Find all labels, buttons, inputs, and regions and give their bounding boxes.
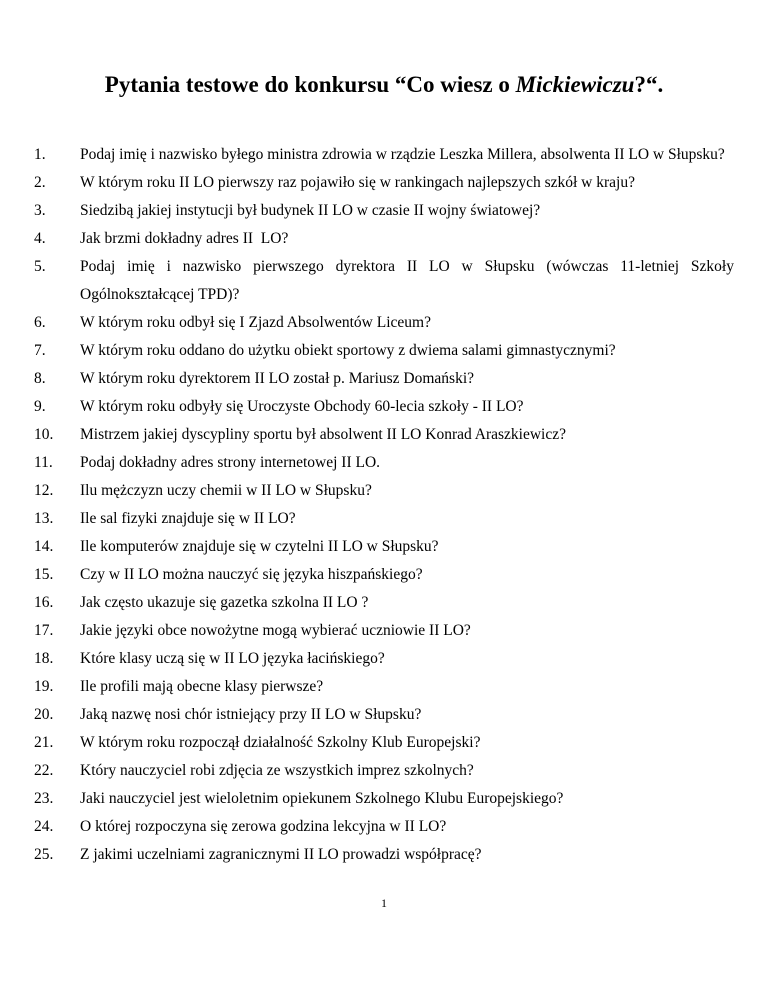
question-text: Które klasy uczą się w II LO języka łacińskiego? [80, 650, 385, 667]
question-number: 25. [34, 846, 54, 863]
question-item [34, 561, 734, 589]
question-item [34, 757, 734, 785]
title-prefix: Pytania testowe do konkursu “Co wiesz o [104, 72, 516, 97]
question-text: Który nauczyciel robi zdjęcia ze wszystkich imprez szkolnych? [80, 762, 474, 779]
question-number: 17. [34, 622, 54, 639]
question-text: Jak często ukazuje się gazetka szkolna II LO ? [80, 594, 369, 611]
question-number: 5. [34, 258, 46, 275]
question-item [34, 365, 734, 393]
question-text: W którym roku odbył się I Zjazd Absolwentów Liceum? [80, 314, 431, 331]
question-text: W którym roku rozpoczął działalność Szkolny Klub Europejski? [80, 734, 481, 751]
question-number: 8. [34, 370, 46, 387]
question-number: 12. [34, 482, 54, 499]
question-text: Podaj imię i nazwisko pierwszego dyrektora II LO w Słupsku (wówczas 11-letniej Szkoły Ogólnokształcącej TPD)? [80, 258, 734, 303]
question-number: 9. [34, 398, 46, 415]
question-number: 4. [34, 230, 46, 247]
question-text: W którym roku dyrektorem II LO został p. Mariusz Domański? [80, 370, 475, 387]
question-item [34, 645, 734, 673]
question-item [34, 477, 734, 505]
question-text: Podaj imię i nazwisko byłego ministra zdrowia w rządzie Leszka Millera, absolwenta II LO w Słupsku? [80, 146, 725, 163]
page-number: 1 [381, 896, 387, 910]
question-item [34, 841, 734, 869]
question-text: Ile sal fizyki znajduje się w II LO? [80, 510, 296, 527]
question-number: 18. [34, 650, 54, 667]
question-number: 21. [34, 734, 54, 751]
question-item [34, 421, 734, 449]
question-item [34, 673, 734, 701]
question-text: O której rozpoczyna się zerowa godzina lekcyjna w II LO? [80, 818, 447, 835]
question-text: Jaką nazwę nosi chór istniejący przy II LO w Słupsku? [80, 706, 422, 723]
question-number: 2. [34, 174, 46, 191]
question-item [34, 225, 734, 253]
question-text: Ile profili mają obecne klasy pierwsze? [80, 678, 324, 695]
question-number: 3. [34, 202, 46, 219]
question-number: 24. [34, 818, 54, 835]
question-list [34, 141, 734, 869]
question-number: 19. [34, 678, 54, 695]
question-number: 1. [34, 146, 46, 163]
question-text: Siedzibą jakiej instytucji był budynek II LO w czasie II wojny światowej? [80, 202, 541, 219]
question-number: 7. [34, 342, 46, 359]
question-text: W którym roku oddano do użytku obiekt sportowy z dwiema salami gimnastycznymi? [80, 342, 616, 359]
question-number: 10. [34, 426, 54, 443]
question-item [34, 813, 734, 841]
question-number: 20. [34, 706, 54, 723]
question-item [34, 309, 734, 337]
question-text: Podaj dokładny adres strony internetowej II LO. [80, 454, 381, 471]
question-text: W którym roku II LO pierwszy raz pojawiło się w rankingach najlepszych szkół w kraju? [80, 174, 635, 191]
question-text: Jaki nauczyciel jest wieloletnim opiekunem Szkolnego Klubu Europejskiego? [80, 790, 564, 807]
title-italic: Mickiewiczu [515, 72, 635, 97]
question-number: 13. [34, 510, 54, 527]
question-number: 15. [34, 566, 54, 583]
question-number: 11. [34, 454, 53, 471]
question-number: 14. [34, 538, 54, 555]
question-number: 22. [34, 762, 54, 779]
question-item [34, 141, 734, 169]
question-item [34, 701, 734, 729]
question-item [34, 393, 734, 421]
question-item [34, 729, 734, 757]
question-item [34, 589, 734, 617]
question-item [34, 505, 734, 533]
question-item [34, 785, 734, 813]
question-number: 6. [34, 314, 46, 331]
question-text: Ilu mężczyzn uczy chemii w II LO w Słupsku? [80, 482, 372, 499]
question-item [34, 533, 734, 561]
question-item [34, 337, 734, 365]
question-number: 16. [34, 594, 54, 611]
title-suffix: ?“. [634, 72, 664, 97]
question-item [34, 169, 734, 197]
page-title [0, 70, 768, 100]
question-item [34, 449, 734, 477]
question-item [34, 617, 734, 645]
question-text: Czy w II LO można nauczyć się języka hiszpańskiego? [80, 566, 423, 583]
question-text: Mistrzem jakiej dyscypliny sportu był absolwent II LO Konrad Araszkiewicz? [80, 426, 566, 443]
question-text: W którym roku odbyły się Uroczyste Obchody 60-lecia szkoły - II LO? [80, 398, 524, 415]
question-text: Z jakimi uczelniami zagranicznymi II LO prowadzi współpracę? [80, 846, 482, 863]
question-item [34, 253, 734, 309]
question-text: Ile komputerów znajduje się w czytelni II LO w Słupsku? [80, 538, 439, 555]
question-text: Jakie języki obce nowożytne mogą wybierać uczniowie II LO? [80, 622, 471, 639]
question-item [34, 197, 734, 225]
question-text: Jak brzmi dokładny adres II LO? [80, 230, 289, 247]
question-number: 23. [34, 790, 54, 807]
